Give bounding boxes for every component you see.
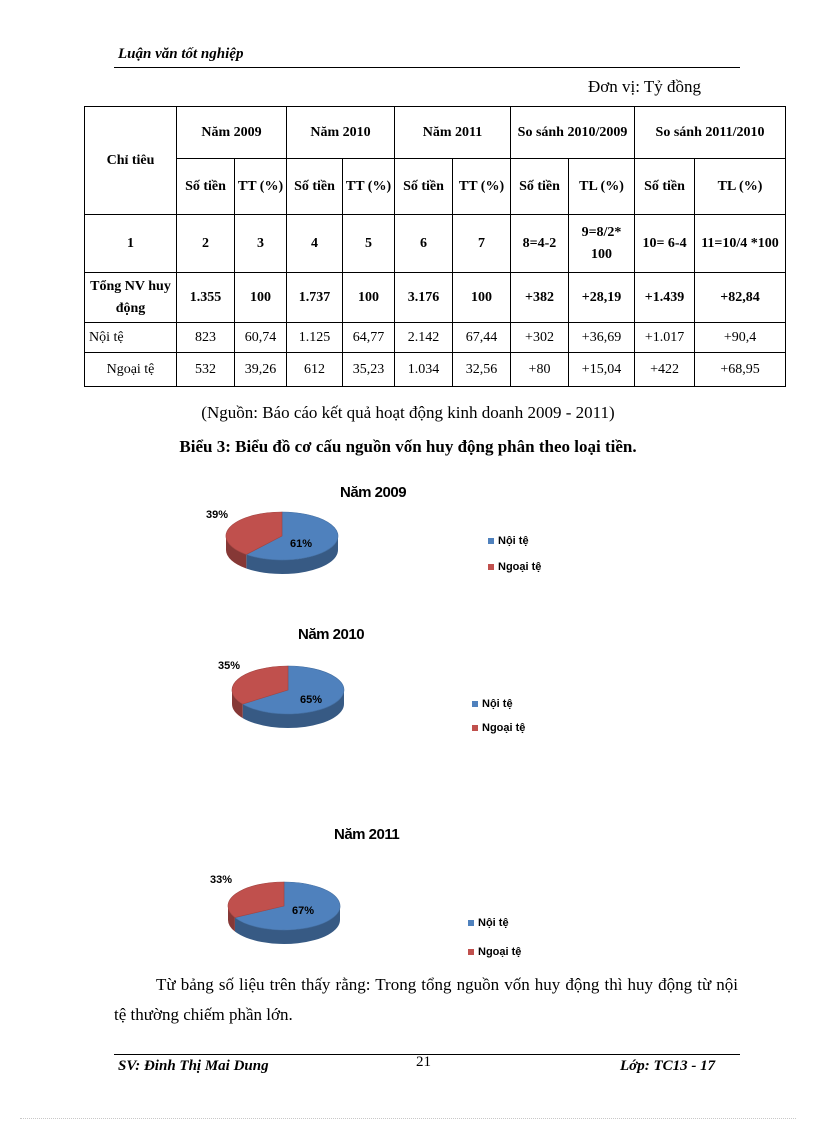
header-chi-tieu: Chỉ tiêu bbox=[85, 107, 177, 215]
pie-label-noi-te: 61% bbox=[290, 538, 313, 550]
chart-title: Năm 2011 bbox=[334, 826, 400, 843]
index-cell: 8=4-2 bbox=[511, 215, 569, 273]
header-rule bbox=[114, 67, 740, 68]
table-cell: 32,56 bbox=[453, 353, 511, 387]
table-row bbox=[85, 323, 786, 353]
table-cell: +1.017 bbox=[635, 323, 695, 353]
table-cell: +36,69 bbox=[569, 323, 635, 353]
subheader-tt: TT (%) bbox=[235, 159, 287, 215]
subheader-so-tien: Số tiền bbox=[635, 159, 695, 215]
pie-label-noi-te: 65% bbox=[300, 694, 323, 706]
header-year: Năm 2010 bbox=[287, 107, 395, 159]
table-cell: +28,19 bbox=[569, 273, 635, 323]
data-table bbox=[84, 106, 786, 387]
subheader-so-tien: Số tiền bbox=[511, 159, 569, 215]
subheader-so-tien: Số tiền bbox=[395, 159, 453, 215]
table-cell: +80 bbox=[511, 353, 569, 387]
index-cell: 2 bbox=[177, 215, 235, 273]
table-cell: 100 bbox=[235, 273, 287, 323]
table-cell: 3.176 bbox=[395, 273, 453, 323]
table-cell: 612 bbox=[287, 353, 343, 387]
row-label: Nội tệ bbox=[85, 323, 177, 353]
pie-chart-2009 bbox=[220, 506, 350, 582]
pie-chart-2011 bbox=[222, 876, 352, 952]
table-cell: 35,23 bbox=[343, 353, 395, 387]
header-compare: So sánh 2011/2010 bbox=[635, 107, 786, 159]
footer-student: SV: Đinh Thị Mai Dung bbox=[118, 1058, 269, 1074]
subheader-tl: TL (%) bbox=[569, 159, 635, 215]
table-cell: 1.034 bbox=[395, 353, 453, 387]
chart-title: Năm 2010 bbox=[298, 626, 365, 643]
legend-item-noi-te: Nội tệ bbox=[488, 535, 529, 547]
table-cell: +68,95 bbox=[695, 353, 786, 387]
header-compare: So sánh 2010/2009 bbox=[511, 107, 635, 159]
table-cell: 532 bbox=[177, 353, 235, 387]
table-cell: 39,26 bbox=[235, 353, 287, 387]
table-cell: +15,04 bbox=[569, 353, 635, 387]
table-cell: +422 bbox=[635, 353, 695, 387]
pie-label-noi-te: 67% bbox=[292, 905, 315, 917]
header-year: Năm 2011 bbox=[395, 107, 511, 159]
table-row bbox=[85, 273, 786, 323]
table-cell: 100 bbox=[453, 273, 511, 323]
subheader-tt: TT (%) bbox=[343, 159, 395, 215]
table-cell: 1.355 bbox=[177, 273, 235, 323]
table-cell: 100 bbox=[343, 273, 395, 323]
table-row bbox=[85, 353, 786, 387]
index-cell: 9=8/2* 100 bbox=[569, 215, 635, 273]
table-cell: 67,44 bbox=[453, 323, 511, 353]
table-cell: +382 bbox=[511, 273, 569, 323]
index-cell: 3 bbox=[235, 215, 287, 273]
footer-class: Lớp: TC13 - 17 bbox=[620, 1058, 716, 1074]
pie-label-ngoai-te: 39% bbox=[206, 509, 229, 521]
index-cell: 7 bbox=[453, 215, 511, 273]
table-cell: +302 bbox=[511, 323, 569, 353]
pie-label-ngoai-te: 35% bbox=[218, 660, 241, 672]
pie-chart-2010 bbox=[226, 660, 356, 736]
legend-item-ngoai-te: Ngoại tệ bbox=[488, 561, 541, 573]
table-cell: 2.142 bbox=[395, 323, 453, 353]
pie-label-ngoai-te: 33% bbox=[210, 874, 233, 886]
table-cell: 1.737 bbox=[287, 273, 343, 323]
index-cell: 4 bbox=[287, 215, 343, 273]
subheader-so-tien: Số tiền bbox=[177, 159, 235, 215]
header-title: Luận văn tốt nghiệp bbox=[118, 46, 244, 62]
page-edge-dots bbox=[20, 1118, 796, 1119]
index-cell: 6 bbox=[395, 215, 453, 273]
source-note: (Nguồn: Báo cáo kết quả hoạt động kinh doanh 2009 - 2011) bbox=[201, 403, 615, 422]
legend-item-noi-te: Nội tệ bbox=[472, 698, 513, 710]
index-cell: 5 bbox=[343, 215, 395, 273]
chart-caption: Biểu 3: Biểu đồ cơ cấu nguồn vốn huy động phân theo loại tiền. bbox=[179, 437, 637, 456]
legend-item-ngoai-te: Ngoại tệ bbox=[472, 722, 525, 734]
body-paragraph: Từ bảng số liệu trên thấy rằng: Trong tổng nguồn vốn huy động thì huy động từ nội tệ thường chiếm phần lớn. bbox=[114, 975, 738, 1024]
subheader-so-tien: Số tiền bbox=[287, 159, 343, 215]
subheader-tt: TT (%) bbox=[453, 159, 511, 215]
index-cell: 10= 6-4 bbox=[635, 215, 695, 273]
row-label: Ngoại tệ bbox=[85, 353, 177, 387]
table-cell: 1.125 bbox=[287, 323, 343, 353]
table-cell: 64,77 bbox=[343, 323, 395, 353]
index-cell: 11=10/4 *100 bbox=[695, 215, 786, 273]
index-cell: 1 bbox=[85, 215, 177, 273]
header-year: Năm 2009 bbox=[177, 107, 287, 159]
table-cell: +90,4 bbox=[695, 323, 786, 353]
page-number: 21 bbox=[416, 1054, 431, 1070]
table-cell: 823 bbox=[177, 323, 235, 353]
unit-label: Đơn vị: Tỷ đồng bbox=[588, 77, 702, 96]
table-cell: 60,74 bbox=[235, 323, 287, 353]
legend-item-ngoai-te: Ngoại tệ bbox=[468, 946, 521, 958]
legend-item-noi-te: Nội tệ bbox=[468, 917, 509, 929]
table-cell: +1.439 bbox=[635, 273, 695, 323]
row-label: Tổng NV huy động bbox=[85, 273, 177, 323]
table-cell: +82,84 bbox=[695, 273, 786, 323]
subheader-tl: TL (%) bbox=[695, 159, 786, 215]
chart-title: Năm 2009 bbox=[340, 484, 407, 501]
